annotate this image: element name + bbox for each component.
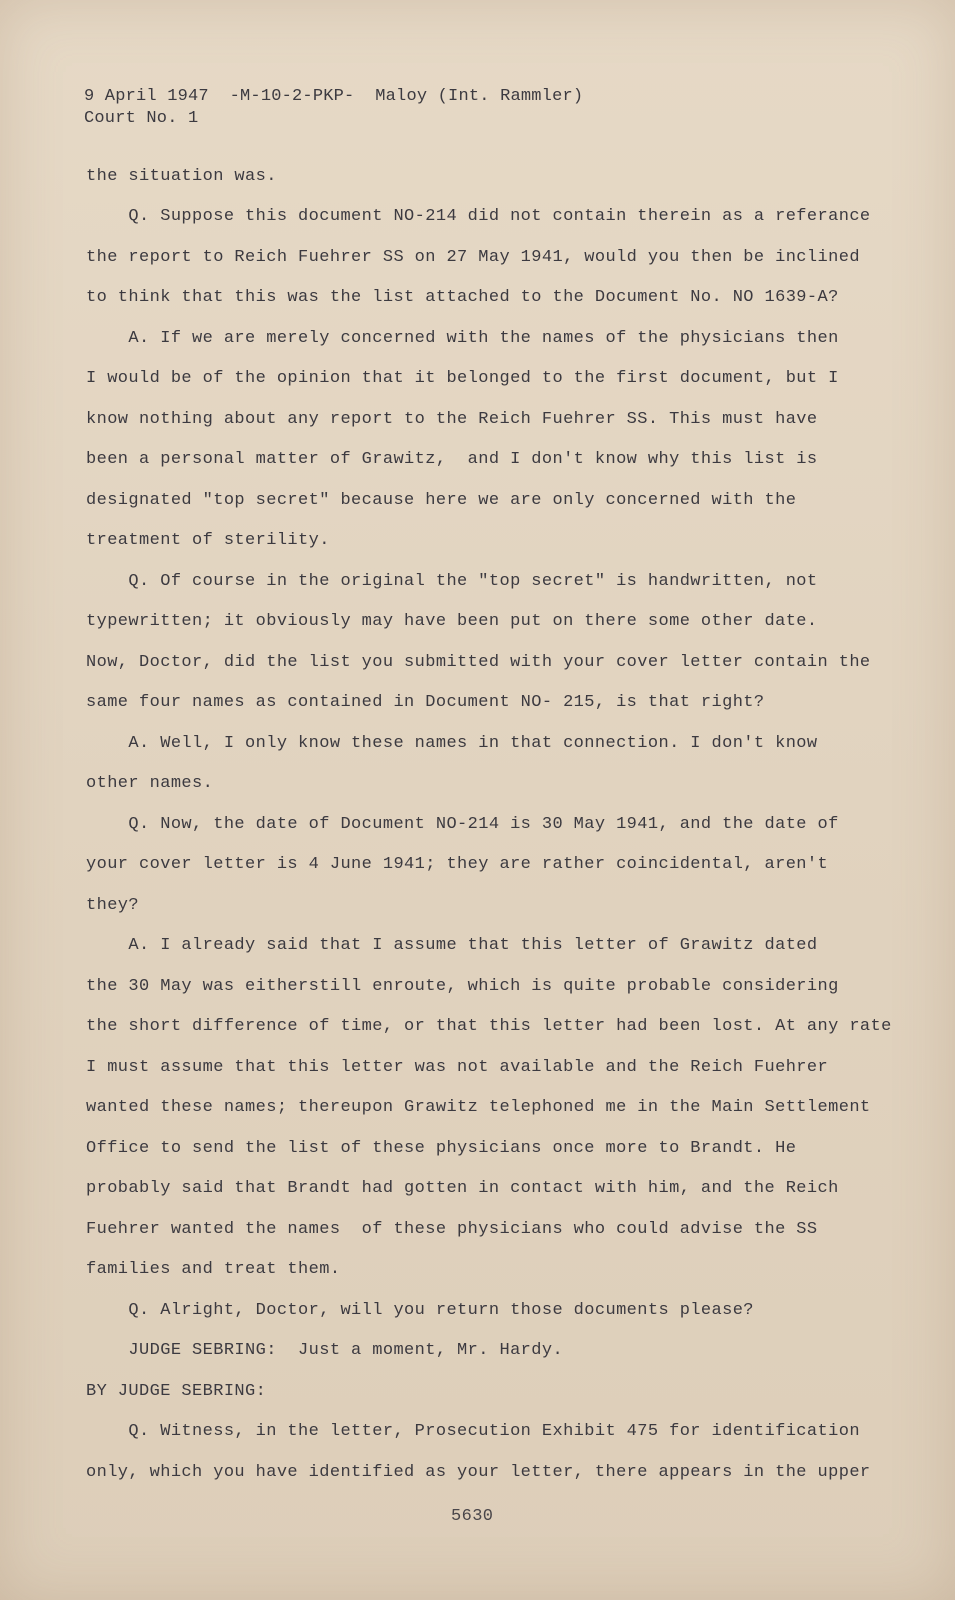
text-line: families and treat them. xyxy=(86,1260,341,1279)
text-line: Q. Of course in the original the "top secret" is handwritten, not xyxy=(86,572,818,591)
text-line: probably said that Brandt had gotten in contact with him, and the Reich xyxy=(86,1179,839,1198)
header-court-line: Court No. 1 xyxy=(84,109,199,128)
text-line: I would be of the opinion that it belonged to the first document, but I xyxy=(86,369,839,388)
text-line: only, which you have identified as your letter, there appears in the upper xyxy=(86,1463,871,1482)
text-line: the 30 May was eitherstill enroute, which is quite probable considering xyxy=(86,977,839,996)
text-line: BY JUDGE SEBRING: xyxy=(86,1382,267,1401)
text-line: A. I already said that I assume that this letter of Grawitz dated xyxy=(86,936,818,955)
text-line: typewritten; it obviously may have been put on there some other date. xyxy=(86,612,818,631)
text-line: same four names as contained in Document NO- 215, is that right? xyxy=(86,693,765,712)
text-line: A. If we are merely concerned with the names of the physicians then xyxy=(86,329,839,348)
text-line: wanted these names; thereupon Grawitz telephoned me in the Main Settlement xyxy=(86,1098,871,1117)
text-line: Fuehrer wanted the names of these physicians who could advise the SS xyxy=(86,1220,818,1239)
header-date-line: 9 April 1947 -M-10-2-PKP- Maloy (Int. Rammler) xyxy=(84,87,584,106)
text-line: Q. Witness, in the letter, Prosecution Exhibit 475 for identification xyxy=(86,1422,860,1441)
text-line: Office to send the list of these physicians once more to Brandt. He xyxy=(86,1139,797,1158)
text-line: Q. Suppose this document NO-214 did not contain therein as a referance xyxy=(86,207,871,226)
text-line: know nothing about any report to the Reich Fuehrer SS. This must have xyxy=(86,410,818,429)
text-line: I must assume that this letter was not available and the Reich Fuehrer xyxy=(86,1058,829,1077)
text-line: treatment of sterility. xyxy=(86,531,330,550)
text-line: the situation was. xyxy=(86,167,277,186)
text-line: been a personal matter of Grawitz, and I don't know why this list is xyxy=(86,450,818,469)
text-line: Q. Now, the date of Document NO-214 is 30 May 1941, and the date of xyxy=(86,815,839,834)
text-line: to think that this was the list attached to the Document No. NO 1639-A? xyxy=(86,288,839,307)
text-line: your cover letter is 4 June 1941; they are rather coincidental, aren't xyxy=(86,855,829,874)
text-line: designated "top secret" because here we are only concerned with the xyxy=(86,491,797,510)
text-line: the short difference of time, or that this letter had been lost. At any rate xyxy=(86,1017,892,1036)
page-header xyxy=(84,86,583,130)
text-line: Now, Doctor, did the list you submitted with your cover letter contain the xyxy=(86,653,871,672)
text-line: A. Well, I only know these names in that connection. I don't know xyxy=(86,734,818,753)
text-line: they? xyxy=(86,896,140,915)
page-number: 5630 xyxy=(451,1507,494,1526)
text-line: other names. xyxy=(86,774,214,793)
text-line: the report to Reich Fuehrer SS on 27 May 1941, would you then be inclined xyxy=(86,248,860,267)
text-line: Q. Alright, Doctor, will you return those documents please? xyxy=(86,1301,754,1320)
text-line: JUDGE SEBRING: Just a moment, Mr. Hardy. xyxy=(86,1341,564,1360)
